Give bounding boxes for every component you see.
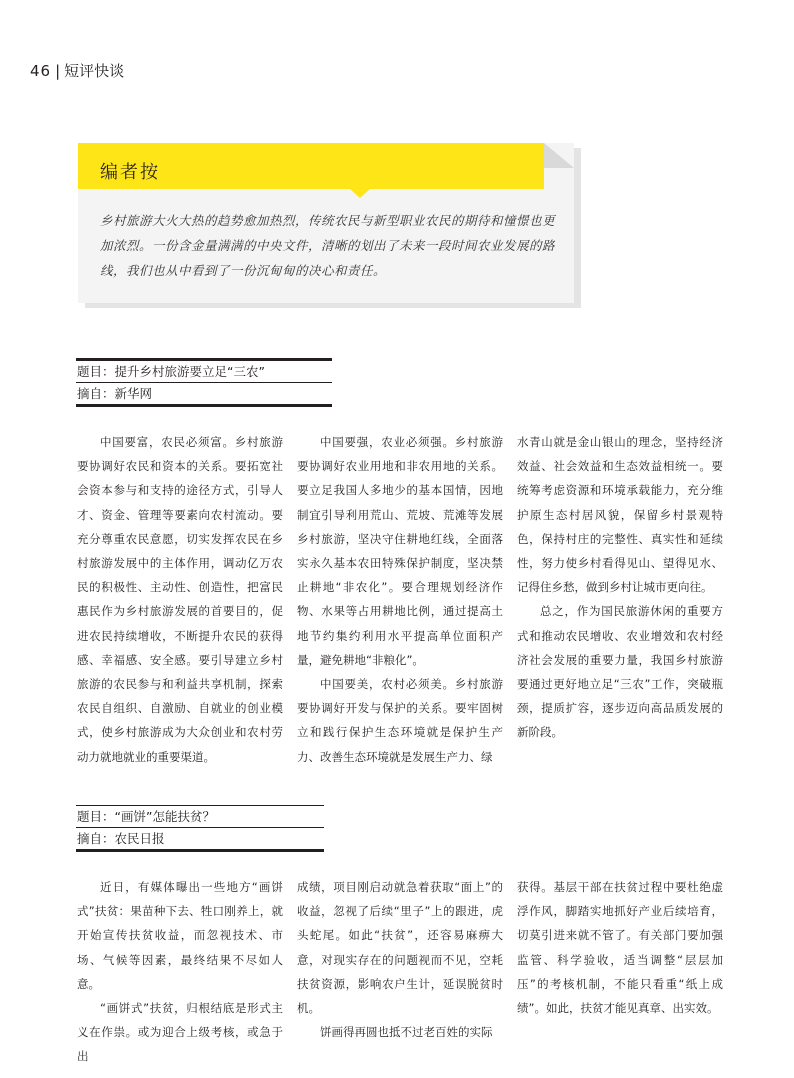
article2-topic: 题目：“画饼”怎能扶贫？ [77, 809, 215, 824]
article1-topic: 题目：提升乡村旅游要立足“三农” [77, 364, 265, 379]
article2-col2-paragraph: 饼画得再圆也抵不过老百姓的实际 [320, 1025, 493, 1040]
article1-col3-continuation: 水青山就是金山银山的理念，坚持经济效益、社会效益和生态效益相统一。要统筹考虑资源和环境承载能力，充分维护原生态村居风貌，保留乡村景观特色，保持村庄的完整性、真实性和延续性，努力使乡村看得见山、望得见水、记得住乡愁，做到乡村让城市更向往。 [517, 435, 723, 595]
article1-source: 摘自：新华网 [77, 386, 153, 401]
page-header [30, 60, 124, 81]
article1-column-2 [297, 430, 503, 769]
article2-source: 摘自：农民日报 [77, 831, 165, 846]
article2-bottom-rule [76, 849, 324, 852]
section-title: 短评快谈 [64, 62, 125, 80]
article2-col1-paragraph: “画饼式”扶贫，归根结底是形式主义在作祟。或为迎合上级考核，或急于出 [77, 1001, 283, 1064]
article2-source-block [76, 805, 324, 852]
article2-column-3 [517, 875, 723, 1020]
editor-note-text: 乡村旅游大火大热的趋势愈加热烈，传统农民与新型职业农民的期待和憧憬也更加浓烈。一份含金量满满的中央文件，清晰的划出了未来一段时间农业发展的路线，我们也从中看到了一份沉甸甸的决心和责任。 [100, 213, 556, 278]
article1-col2-paragraph: 中国要强，农业必须强。乡村旅游要协调好农业用地和非农用地的关系。要立足我国人多地少的基本国情，因地制宜引导利用荒山、荒坡、荒滩等发展乡村旅游，坚决守住耕地红线，全面落实永久基本农田特殊保护制度，坚决禁止耕地“非农化”。要合理规划经济作物、水果等占用耕地比例，通过提高土地节约集约利用水平提高单位面积产量，避免耕地“非粮化”。 [297, 435, 503, 667]
article1-col2-paragraph: 中国要美，农村必须美。乡村旅游要协调好开发与保护的关系。要牢固树立和践行保护生态环境就是保护生产力、改善生态环境就是发展生产力、绿 [297, 677, 503, 764]
article2-column-1 [77, 875, 283, 1069]
article2-column-2 [297, 875, 503, 1044]
article2-col1-paragraph: 近日，有媒体曝出一些地方“画饼式”扶贫：果苗种下去、牲口刚养上，就开始宣传扶贫收益，而忽视技术、市场、气候等因素，最终结果不尽如人意。 [77, 880, 283, 991]
article1-col3-paragraph: 总之，作为国民旅游休闲的重要方式和推动农民增收、农业增效和农村经济社会发展的重要力量，我国乡村旅游要通过更好地立足“三农”工作，突破瓶颈，提质扩容，逐步迈向高品质发展的新阶段。 [517, 604, 723, 740]
page-number: 46 [30, 62, 52, 80]
article2-col2-continuation: 成绩，项目刚启动就急着获取“面上”的收益，忽视了后续“里子”上的跟进，虎头蛇尾。如此“扶贫”，还容易麻痹大意，对现实存在的问题视而不见，空耗扶贫资源，影响农户生计，延误脱贫时机。 [297, 880, 503, 1016]
editor-note-pointer [350, 189, 370, 198]
editor-note-fold [544, 143, 574, 168]
article1-col1-paragraph: 中国要富，农民必须富。乡村旅游要协调好农民和资本的关系。要拓宽社会资本参与和支持的途径方式，引导人才、资金、管理等要素向农村流动。要充分尊重农民意愿，切实发挥农民在乡村旅游发展中的主体作用，调动亿万农民的积极性、主动性、创造性，把富民惠民作为乡村旅游发展的首要目的，促进农民持续增收，不断提升农民的获得感、幸福感、安全感。要引导建立乡村旅游的农民参与和利益共享机制，探索农民自组织、自激励、自就业的创业模式，使乡村旅游成为大众创业和农村劳动力就地就业的重要渠道。 [77, 435, 283, 764]
header-separator: | [55, 62, 61, 80]
article2-col3-continuation: 获得。基层干部在扶贫过程中要杜绝虚浮作风，脚踏实地抓好产业后续培育，切莫引进来就不管了。有关部门要加强监管、科学验收，适当调整“层层加压”的考核机制，不能只看重“纸上成绩”。如此，扶贫才能见真章、出实效。 [517, 880, 723, 1016]
article1-source-block [76, 358, 332, 407]
editor-note-title: 编者按 [100, 162, 160, 183]
article1-bottom-rule [76, 404, 332, 407]
article1-column-1 [77, 430, 283, 769]
article1-column-3 [517, 430, 723, 745]
